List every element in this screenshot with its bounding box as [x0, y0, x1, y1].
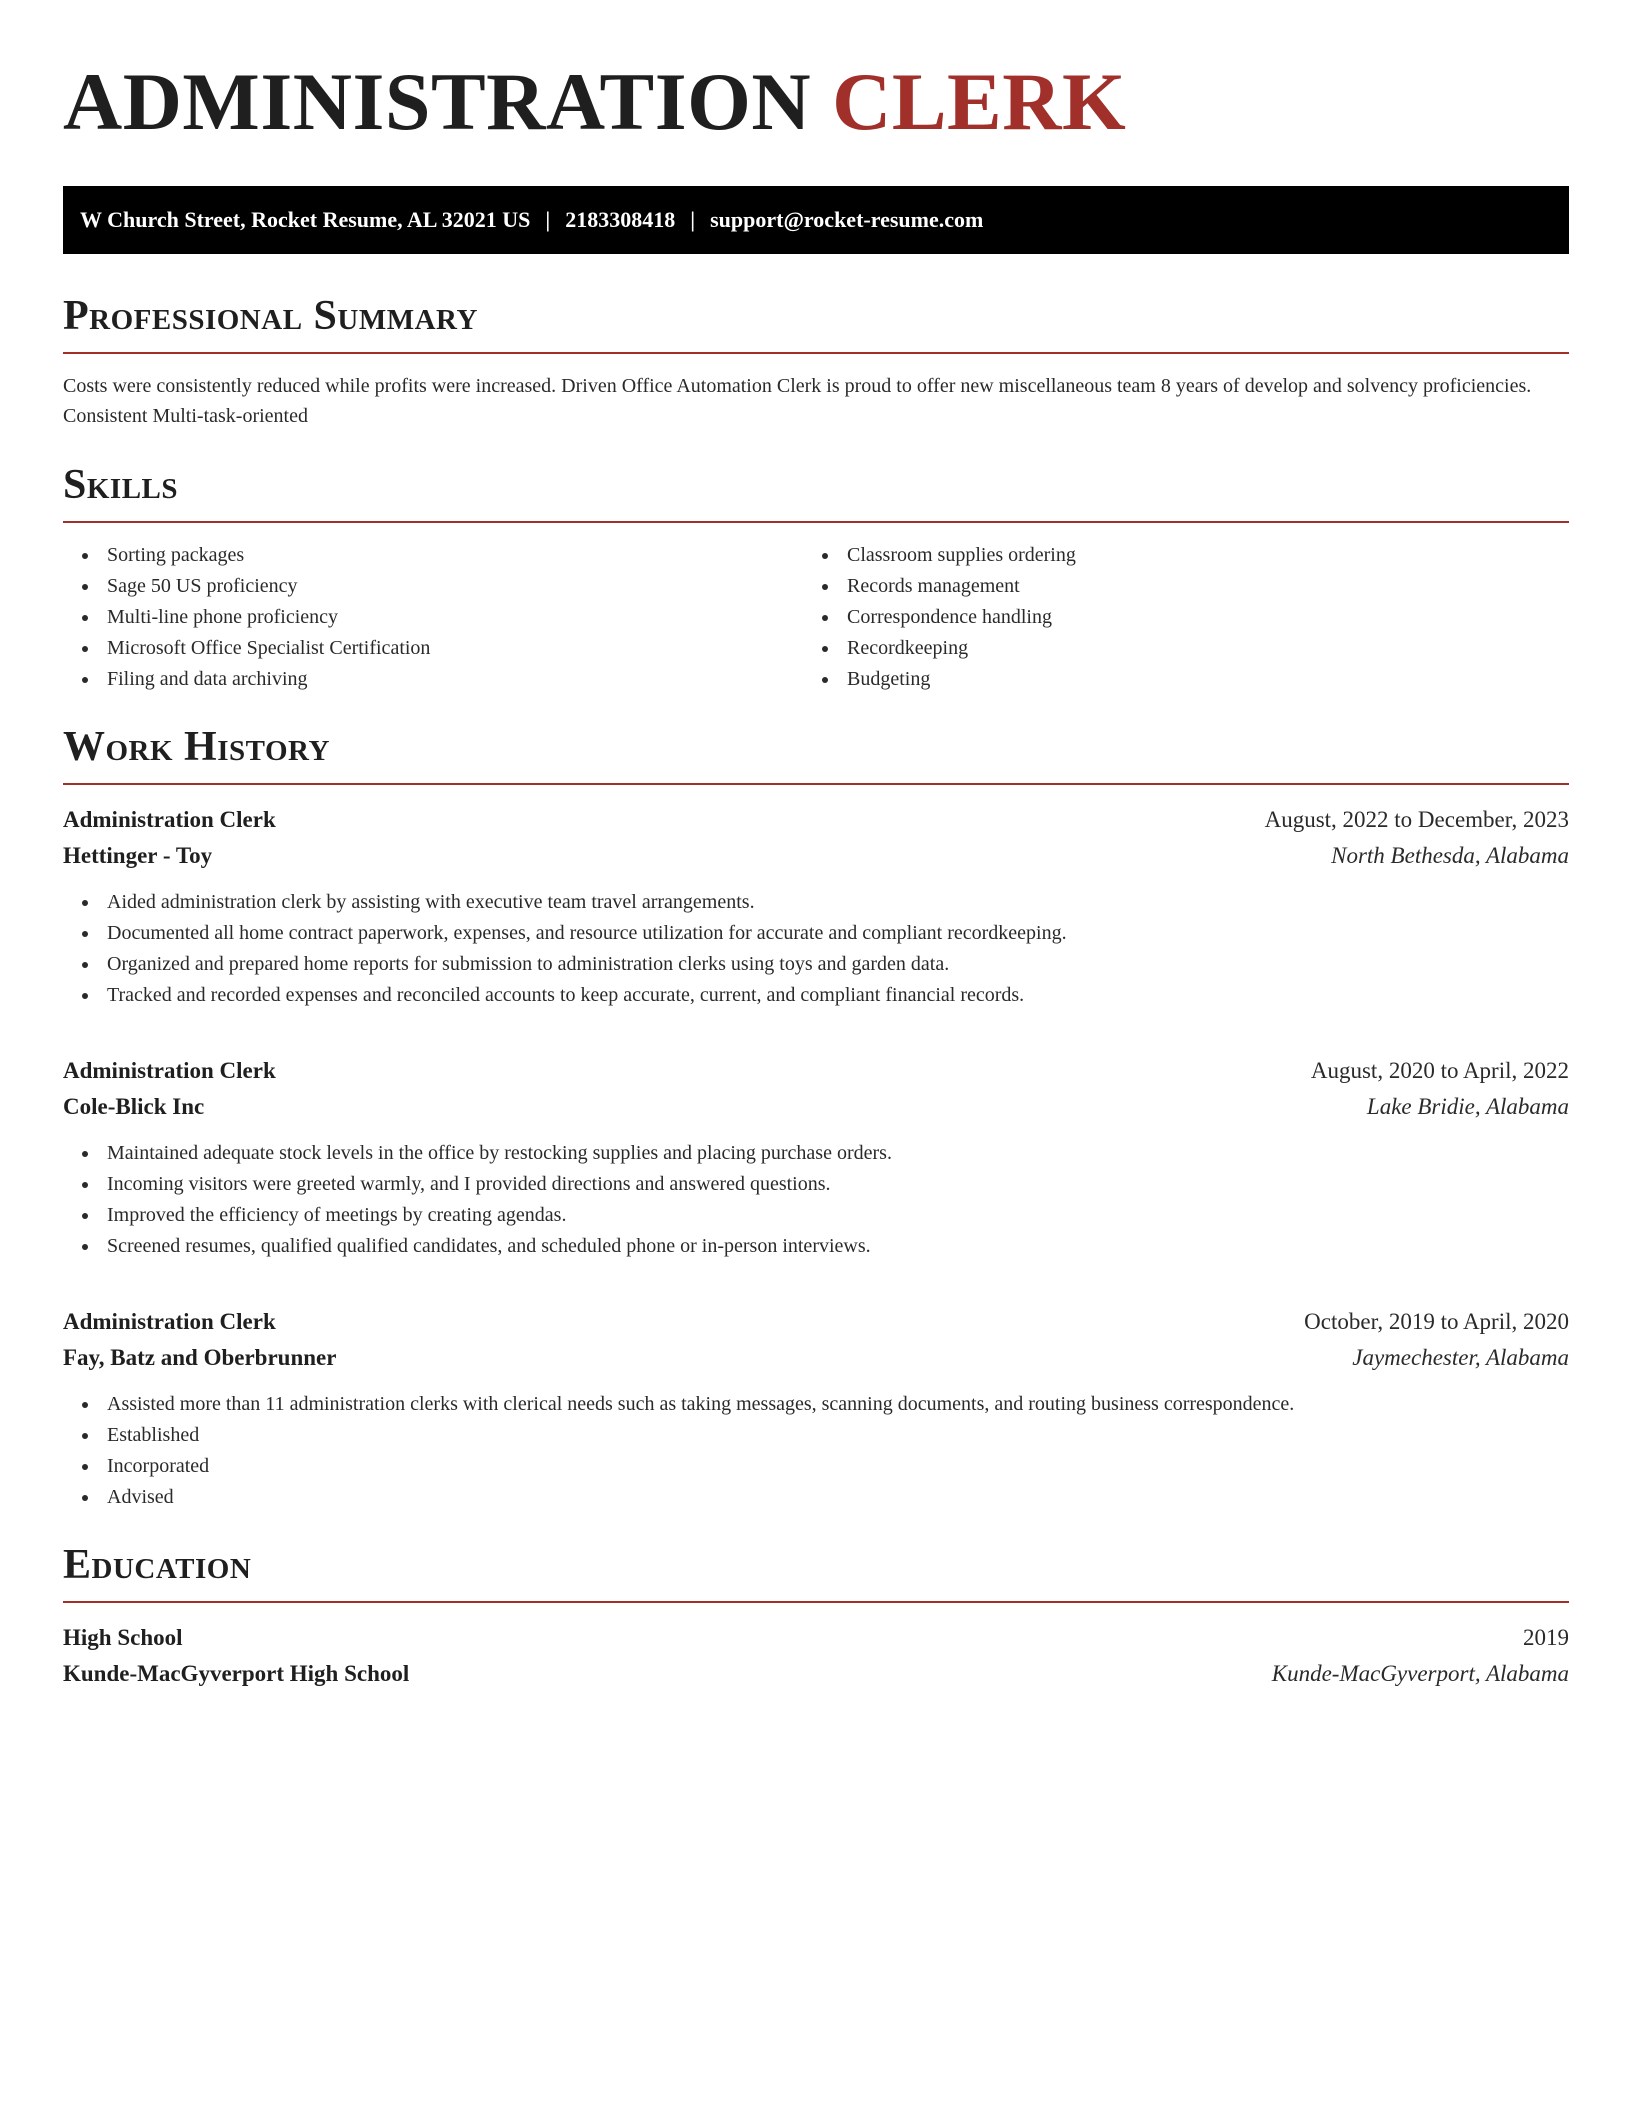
- job-bullet: Maintained adequate stock levels in the office by restocking supplies and placing purchase orders.: [63, 1138, 1569, 1169]
- job-title: Administration Clerk: [63, 807, 276, 832]
- education-year: 2019: [1523, 1625, 1569, 1650]
- education-degree: High School: [63, 1625, 183, 1650]
- skill-item: Budgeting: [803, 664, 1543, 695]
- job-header-row: [63, 1304, 1569, 1340]
- job-header-row: [63, 802, 1569, 838]
- education-heading: Education: [63, 1542, 252, 1588]
- contact-separator: |: [545, 207, 551, 232]
- summary-text: Costs were consistently reduced while profits were increased. Driven Office Automation Clerk is proud to offer new miscellaneous team 8 years of develop and solvency proficiencies. Consistent Multi-task-oriented: [63, 375, 1532, 427]
- skill-item: Filing and data archiving: [63, 664, 803, 695]
- skills-list-left: [63, 540, 803, 695]
- education-location: Kunde-MacGyverport, Alabama: [1271, 1661, 1569, 1686]
- summary-section: [63, 290, 1569, 431]
- job-company: Fay, Batz and Oberbrunner: [63, 1345, 337, 1370]
- job-bullets: [63, 1138, 1569, 1262]
- skills-heading: Skills: [63, 462, 179, 508]
- job-title: Administration Clerk: [63, 1309, 276, 1334]
- skills-section: [63, 459, 1569, 695]
- job-company: Cole-Blick Inc: [63, 1094, 205, 1119]
- job-title: Administration Clerk: [63, 1058, 276, 1083]
- job-bullet: Screened resumes, qualified qualified candidates, and scheduled phone or in-person interviews.: [63, 1231, 1569, 1262]
- contact-bar: [63, 186, 1569, 254]
- job-dates: August, 2022 to December, 2023: [1264, 807, 1569, 832]
- job-company: Hettinger - Toy: [63, 843, 213, 868]
- education-entry: [63, 1620, 1569, 1692]
- contact-separator: |: [690, 207, 696, 232]
- job-location: North Bethesda, Alabama: [1331, 843, 1569, 868]
- job-bullet: Incoming visitors were greeted warmly, and I provided directions and answered questions.: [63, 1169, 1569, 1200]
- job-entry: [63, 1304, 1569, 1513]
- job-bullets: [63, 1389, 1569, 1513]
- summary-heading: Professional Summary: [63, 293, 478, 339]
- education-section: [63, 1539, 1569, 1692]
- contact-email[interactable]: support@rocket-resume.com: [710, 207, 984, 232]
- title-main: ADMINISTRATION: [63, 56, 812, 147]
- job-entry: [63, 802, 1569, 1011]
- skill-item: Classroom supplies ordering: [803, 540, 1543, 571]
- contact-address: W Church Street, Rocket Resume, AL 32021 US: [80, 207, 531, 232]
- job-bullet: Aided administration clerk by assisting with executive team travel arrangements.: [63, 887, 1569, 918]
- job-bullet: Assisted more than 11 administration clerks with clerical needs such as taking messages, scanning documents, and routing business correspondence.: [63, 1389, 1569, 1420]
- job-company-row: [63, 838, 1569, 874]
- job-bullet: Documented all home contract paperwork, expenses, and resource utilization for accurate and compliant recordkeeping.: [63, 918, 1569, 949]
- resume-title: [63, 54, 1569, 150]
- work-divider: [63, 783, 1569, 785]
- skills-list-right: [803, 540, 1543, 695]
- job-bullet: Improved the efficiency of meetings by creating agendas.: [63, 1200, 1569, 1231]
- skills-grid: [63, 540, 1569, 695]
- skill-item: Sorting packages: [63, 540, 803, 571]
- work-heading: Work History: [63, 724, 330, 770]
- job-bullet: Incorporated: [63, 1451, 1569, 1482]
- skill-item: Correspondence handling: [803, 602, 1543, 633]
- skill-item: Sage 50 US proficiency: [63, 571, 803, 602]
- job-bullet: Advised: [63, 1482, 1569, 1513]
- education-divider: [63, 1601, 1569, 1603]
- job-bullet: Established: [63, 1420, 1569, 1451]
- skill-item: Records management: [803, 571, 1543, 602]
- job-location: Lake Bridie, Alabama: [1366, 1094, 1569, 1119]
- contact-phone[interactable]: 2183308418: [565, 207, 676, 232]
- education-school-row: [63, 1656, 1569, 1692]
- job-dates: August, 2020 to April, 2022: [1310, 1058, 1569, 1083]
- work-section: [63, 721, 1569, 1513]
- job-dates: October, 2019 to April, 2020: [1304, 1309, 1569, 1334]
- job-header-row: [63, 1053, 1569, 1089]
- job-bullet: Organized and prepared home reports for submission to administration clerks using toys and garden data.: [63, 949, 1569, 980]
- education-school: Kunde-MacGyverport High School: [63, 1661, 410, 1686]
- job-entry: [63, 1053, 1569, 1262]
- skill-item: Microsoft Office Specialist Certification: [63, 633, 803, 664]
- education-header-row: [63, 1620, 1569, 1656]
- title-accent: CLERK: [832, 56, 1127, 147]
- skills-divider: [63, 521, 1569, 523]
- skill-item: Multi-line phone proficiency: [63, 602, 803, 633]
- job-company-row: [63, 1340, 1569, 1376]
- skill-item: Recordkeeping: [803, 633, 1543, 664]
- job-location: Jaymechester, Alabama: [1352, 1345, 1569, 1370]
- job-bullet: Tracked and recorded expenses and reconciled accounts to keep accurate, current, and compliant financial records.: [63, 980, 1569, 1011]
- job-bullets: [63, 887, 1569, 1011]
- summary-divider: [63, 352, 1569, 354]
- job-company-row: [63, 1089, 1569, 1125]
